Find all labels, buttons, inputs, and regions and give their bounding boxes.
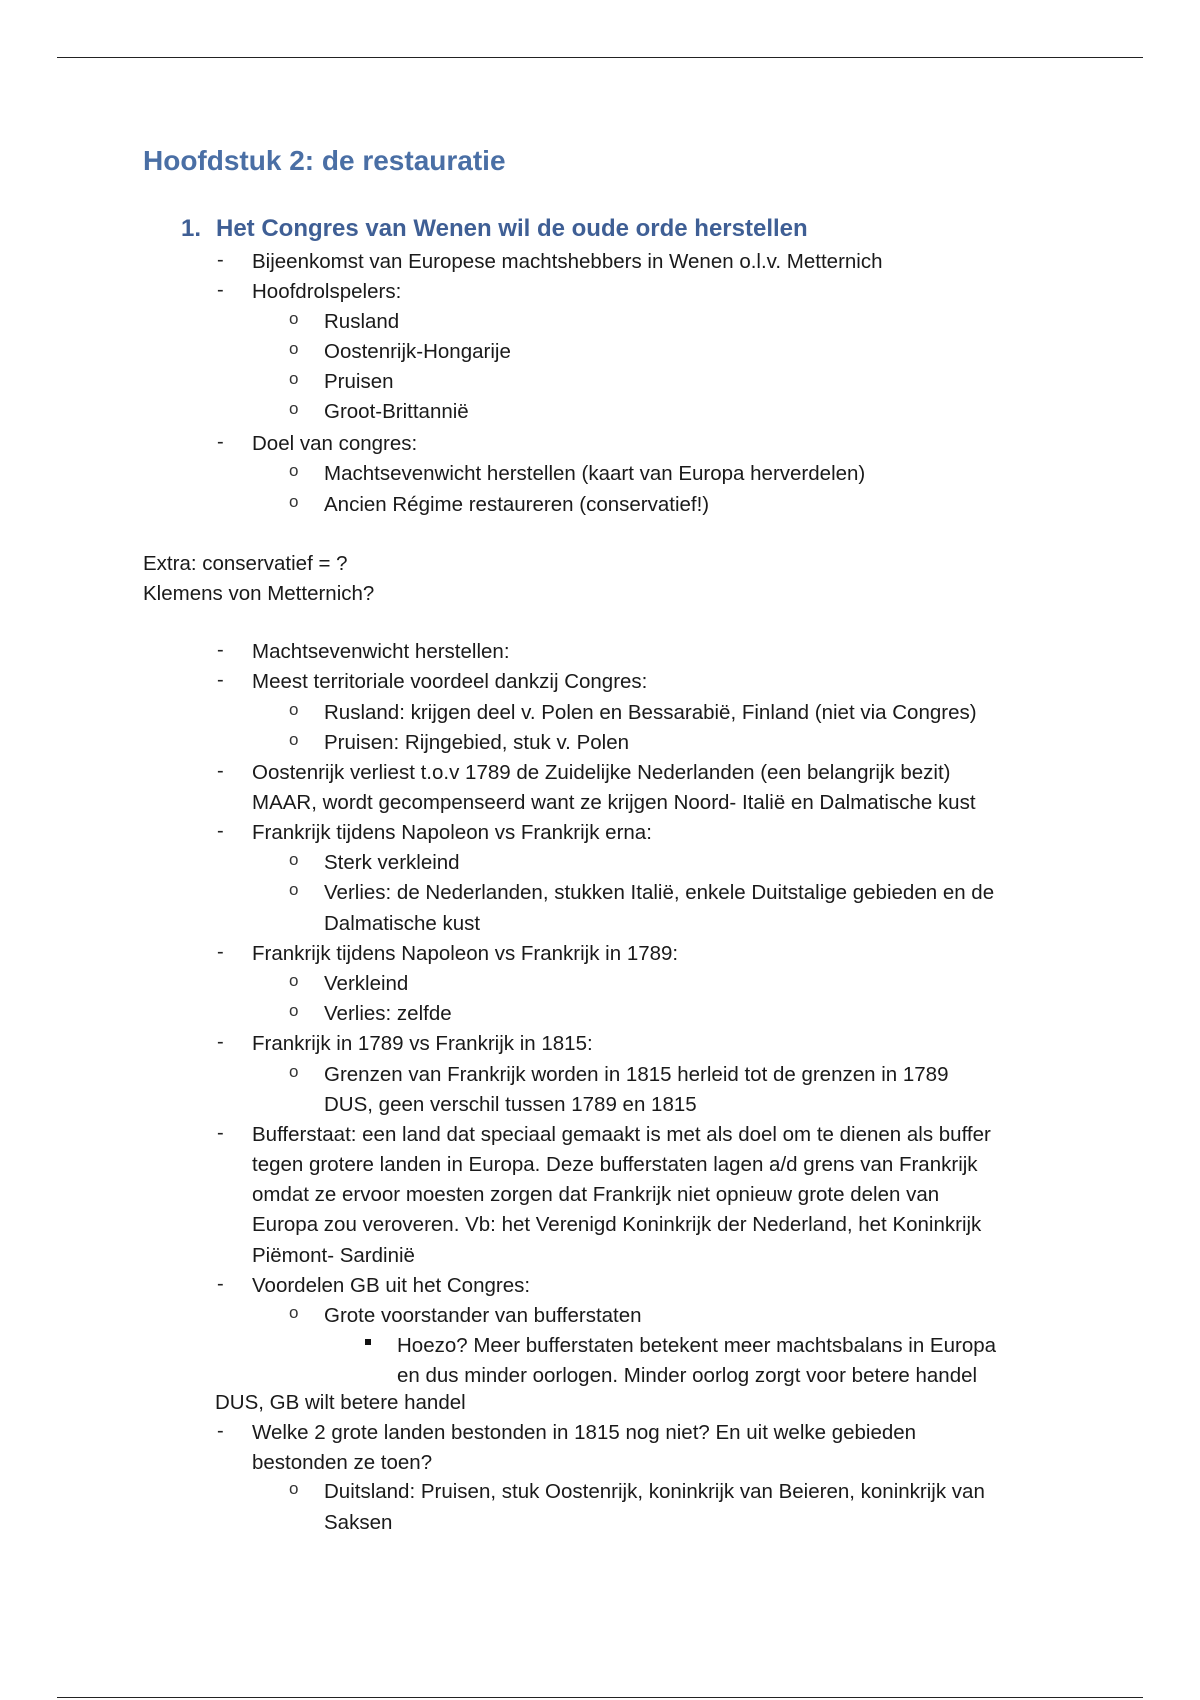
- circle-bullet: o: [289, 700, 299, 719]
- circle-bullet: o: [289, 339, 299, 358]
- circle-bullet: o: [289, 309, 299, 328]
- list-item-continuation: omdat ze ervoor moesten zorgen dat Frankrijk niet opnieuw grote delen van: [252, 1183, 940, 1206]
- dash-bullet: -: [217, 249, 224, 271]
- list-item-continuation: Saksen: [324, 1511, 393, 1534]
- dash-bullet: -: [217, 669, 224, 691]
- list-item: Duitsland: Pruisen, stuk Oostenrijk, koninkrijk van Beieren, koninkrijk van: [324, 1480, 985, 1503]
- list-item: Welke 2 grote landen bestonden in 1815 nog niet? En uit welke gebieden: [252, 1421, 917, 1444]
- list-item: Frankrijk in 1789 vs Frankrijk in 1815:: [252, 1032, 593, 1055]
- list-item: Bufferstaat: een land dat speciaal gemaakt is met als doel om te dienen als buffer: [252, 1123, 991, 1146]
- list-item: Grote voorstander van bufferstaten: [324, 1304, 642, 1327]
- paragraph: Klemens von Metternich?: [143, 582, 375, 605]
- footer-rule: [57, 1697, 1143, 1698]
- page-title: Hoofdstuk 2: de restauratie: [143, 145, 506, 176]
- list-item: Doel van congres:: [252, 432, 418, 455]
- circle-bullet: o: [289, 369, 299, 388]
- list-item: Pruisen: Rijngebied, stuk v. Polen: [324, 731, 630, 754]
- circle-bullet: o: [289, 880, 299, 899]
- list-item: Ancien Régime restaureren (conservatief!): [324, 493, 710, 516]
- list-item: Voordelen GB uit het Congres:: [252, 1274, 531, 1297]
- list-item-continuation: tegen grotere landen in Europa. Deze bufferstaten lagen a/d grens van Frankrijk: [252, 1153, 978, 1176]
- circle-bullet: o: [289, 1479, 299, 1498]
- dash-bullet: -: [217, 431, 224, 453]
- dash-bullet: -: [217, 820, 224, 842]
- list-item: Bijeenkomst van Europese machtshebbers in Wenen o.l.v. Metternich: [252, 250, 883, 273]
- circle-bullet: o: [289, 492, 299, 511]
- section-heading: [181, 215, 808, 243]
- dash-bullet: -: [217, 1420, 224, 1442]
- list-item: Rusland: [324, 310, 400, 333]
- list-item-continuation: Dalmatische kust: [324, 912, 481, 935]
- dash-bullet: -: [217, 1122, 224, 1144]
- circle-bullet: o: [289, 399, 299, 418]
- circle-bullet: o: [289, 850, 299, 869]
- list-item: Groot-Brittannië: [324, 400, 469, 423]
- dash-bullet: -: [217, 279, 224, 301]
- circle-bullet: o: [289, 1062, 299, 1081]
- circle-bullet: o: [289, 461, 299, 480]
- dash-bullet: -: [217, 1273, 224, 1295]
- list-item-continuation: Europa zou veroveren. Vb: het Verenigd Koninkrijk der Nederland, het Koninkrijk: [252, 1213, 982, 1236]
- circle-bullet: o: [289, 971, 299, 990]
- list-item: Machtsevenwicht herstellen (kaart van Europa herverdelen): [324, 462, 866, 485]
- list-item: Sterk verkleind: [324, 851, 460, 874]
- list-item: Hoofdrolspelers:: [252, 280, 402, 303]
- list-item: Verlies: de Nederlanden, stukken Italië, enkele Duitstalige gebieden en de: [324, 881, 995, 904]
- dash-bullet: -: [217, 1031, 224, 1053]
- dash-bullet: -: [217, 760, 224, 782]
- header-rule: [57, 57, 1143, 58]
- paragraph: Extra: conservatief = ?: [143, 552, 348, 575]
- list-item: Hoezo? Meer bufferstaten betekent meer machtsbalans in Europa: [397, 1334, 997, 1357]
- list-item: Verlies: zelfde: [324, 1002, 452, 1025]
- list-item: Verkleind: [324, 972, 409, 995]
- dash-bullet: -: [217, 941, 224, 963]
- circle-bullet: o: [289, 1303, 299, 1322]
- list-item: Meest territoriale voordeel dankzij Congres:: [252, 670, 648, 693]
- list-item: Frankrijk tijdens Napoleon vs Frankrijk erna:: [252, 821, 652, 844]
- list-item-continuation: en dus minder oorlogen. Minder oorlog zorgt voor betere handel: [397, 1364, 978, 1387]
- section-number: 1.: [181, 215, 202, 242]
- list-item-continuation: bestonden ze toen?: [252, 1451, 433, 1474]
- list-item: Oostenrijk-Hongarije: [324, 340, 511, 363]
- section-title: Het Congres van Wenen wil de oude orde herstellen: [216, 215, 808, 242]
- list-item: Oostenrijk verliest t.o.v 1789 de Zuidelijke Nederlanden (een belangrijk bezit): [252, 761, 951, 784]
- square-bullet: [365, 1339, 371, 1345]
- paragraph: DUS, GB wilt betere handel: [215, 1391, 466, 1414]
- list-item: Frankrijk tijdens Napoleon vs Frankrijk in 1789:: [252, 942, 679, 965]
- circle-bullet: o: [289, 730, 299, 749]
- list-item: Grenzen van Frankrijk worden in 1815 herleid tot de grenzen in 1789: [324, 1063, 949, 1086]
- list-item: Pruisen: [324, 370, 394, 393]
- list-item: Machtsevenwicht herstellen:: [252, 640, 510, 663]
- list-item: Rusland: krijgen deel v. Polen en Bessarabië, Finland (niet via Congres): [324, 701, 977, 724]
- circle-bullet: o: [289, 1001, 299, 1020]
- list-item-continuation: DUS, geen verschil tussen 1789 en 1815: [324, 1093, 697, 1116]
- dash-bullet: -: [217, 639, 224, 661]
- list-item-continuation: MAAR, wordt gecompenseerd want ze krijgen Noord- Italië en Dalmatische kust: [252, 791, 976, 814]
- list-item-continuation: Piëmont- Sardinië: [252, 1244, 415, 1267]
